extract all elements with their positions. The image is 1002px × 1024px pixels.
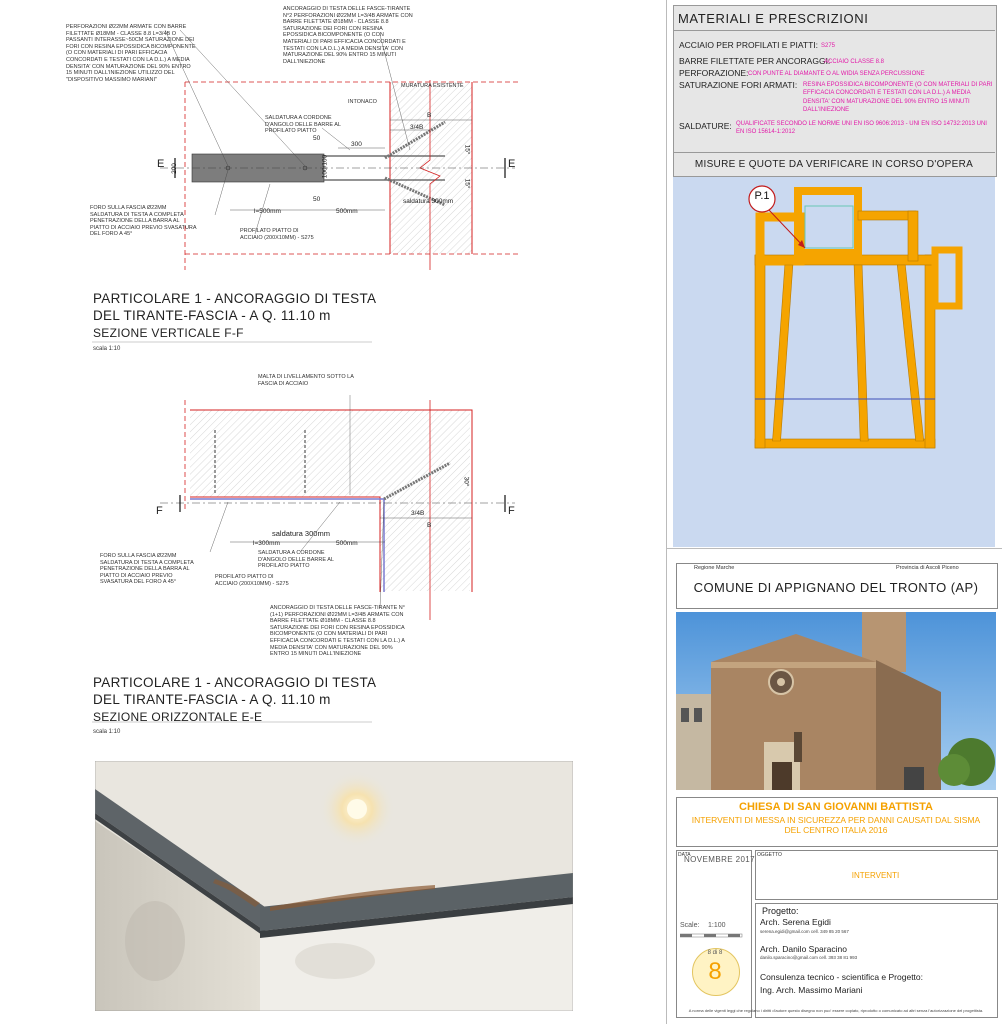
mat-value-0: S275 (821, 43, 836, 49)
section-e-left: E (157, 158, 165, 170)
scale-label-mid: scala 1:10 (93, 729, 121, 735)
dim-34b-mid: 3/4B (411, 510, 425, 517)
comune-title: COMUNE DI APPIGNANO DEL TRONTO (AP) (693, 580, 979, 595)
province-label: Provincia di Ascoli Piceno (896, 565, 959, 571)
oggetto-label: OGGETTO (757, 852, 782, 858)
mat-value-1: ACCIAIO CLASSE 8.8 (824, 59, 885, 65)
scale-label-tb: Scale: (680, 922, 700, 929)
materials-heading: MATERIALI E PRESCRIZIONI (678, 11, 869, 26)
oggetto-value: INTERVENTI (851, 871, 900, 880)
sheet-count: 8 di 8 (707, 950, 723, 956)
designer-2: Arch. Danilo Sparacino (760, 944, 847, 954)
dim-b-mid: B (427, 522, 432, 529)
region-label: Regione Marche (694, 565, 735, 571)
mat-value-4: QUALIFICATE SECONDO LE NORME UNI EN ISO 9606:2013 - UNI EN ISO 14732:2013 UNI EN ISO 15614-1:2012 (736, 121, 987, 136)
plan-marker-label: P.1 (754, 190, 770, 202)
scale-label: scala 1:10 (93, 346, 121, 352)
mat-label-3: SATURAZIONE FORI ARMATI: (679, 80, 798, 90)
mat-label-4: SALDATURE: (679, 121, 732, 131)
dim-500-mid: 500mm (336, 540, 358, 547)
section-f-left: F (156, 505, 163, 517)
progetto-label: Progetto: (762, 906, 799, 916)
verify-note: MISURE E QUOTE DA VERIFICARE IN CORSO D'OPERA (673, 152, 995, 176)
title-line-3: SEZIONE VERTICALE F-F (93, 326, 244, 340)
designer-1-contact: serena.egidi@gmail.com cell. 349 85 20 567 (760, 929, 849, 934)
dim-300: 300 (351, 141, 362, 148)
designer-2-contact: danilo.sparacino@gmail.com cell. 393 38 81 993 (760, 955, 858, 960)
designer-1: Arch. Serena Egidi (760, 917, 831, 927)
photo-interior (95, 761, 573, 1011)
dim-b: B (427, 112, 432, 119)
church-photo (676, 612, 996, 790)
label-saldatura-300-mid: saldatura 300mm (272, 529, 330, 538)
dim-30: 30° (462, 476, 470, 487)
note-perforazioni: PERFORAZIONI Ø22MM ARMATE CON BARRE FILETTATE Ø18MM - CLASSE 8.8 L=3/4B O PASSANTI INTERASSE~50CM SATURAZIONE DEI FORI CON RESINA EPOSSIDICA BICOMPONENTE (O CON MATERIALI DI PARI EFFICACIA CONCORDATI E TESTATI CON LA D.L.) A MEDIA DENSITA' CON MATURAZIONE DEL 90% ENTRO 15 MINUTI DALL'INIEZIONE UTILIZZO DEL "DISPOSITIVO MASSIMO MARIANI" (66, 24, 196, 83)
sheet-number: 8 (708, 958, 722, 985)
dim-15a: 15° (463, 144, 471, 155)
scale-bar (680, 932, 746, 942)
label-profilato-mid: PROFILATO PIATTO DI ACCIAIO (200X10MM) - S275 (215, 574, 289, 587)
dim-500: 500mm (336, 208, 358, 215)
mat-label-1: BARRE FILETTATE PER ANCORAGGI: (679, 56, 831, 66)
title-mid-3: SEZIONE ORIZZONTALE E-E (93, 710, 263, 724)
consulenza-label: Consulenza tecnico - scientifica e Progetto: (760, 972, 924, 982)
mat-label-0: ACCIAIO PER PROFILATI E PIATTI: (679, 40, 819, 50)
label-saldatura-300: saldatura 300mm (403, 198, 454, 205)
consultant-name: Ing. Arch. Massimo Mariani (760, 985, 863, 995)
scale-value-tb: 1:100 (708, 922, 726, 929)
note-ancoraggio: ANCORAGGIO DI TESTA DELLE FASCE-TIRANTE N°2 PERFORAZIONI Ø22MM L=3/4B ARMATE CON BARRE FILETTATE Ø18MM - CLASSE 8.8 SATURAZIONE DEI FORI CON RESINA EPOSSIDICA BICOMPONENTE (O CON MATERIALI DI PARI EFFICACIA CONCORDATI E TESTATI CON LA D.L.) A MEDIA DENSITA' CON MATURAZIONE DEL 90% ENTRO 15 MINUTI DALL'INIEZIONE (283, 6, 413, 65)
label-profilato: PROFILATO PIATTO DI ACCIAIO (200X10MM) - S275 (240, 228, 314, 241)
label-muratura: MURATURA ESISTENTE (401, 83, 464, 89)
horizontal-divider (666, 548, 1002, 549)
label-malta: MALTA DI LIVELLAMENTO SOTTO LA FASCIA DI ACCIAIO (258, 374, 354, 387)
date-label: DATA (678, 852, 691, 858)
title-mid-1: PARTICOLARE 1 - ANCORAGGIO DI TESTA (93, 675, 377, 690)
dim-34b: 3/4B (410, 124, 424, 131)
note-foro-mid: FORO SULLA FASCIA Ø22MM SALDATURA DI TESTA A COMPLETA PENETRAZIONE DELLA BARRA AL PIATTO DI ACCIAIO PREVIO SVASATURA DEL FORO A 45° (100, 553, 194, 586)
dim-100: 100/100 (321, 154, 329, 179)
dim-50a: 50 (313, 135, 321, 142)
note-ancoraggio-mid: ANCORAGGIO DI TESTA DELLE FASCE-TIRANTE N°(1+1) PERFORAZIONI Ø22MM L=3/4B ARMATE CON BARRE FILETTATE Ø18MM - CLASSE 8.8 SATURAZIONE DEI FORI CON RESINA EPOSSIDICA BICOMPONENTE (O CON MATERIALI DI PARI EFFICACIA CONCORDATI E TESTATI CON LA D.L.) A MEDIA DENSITA' CON MATURAZIONE DEL 90% ENTRO 15 MINUTI DALL'INIEZIONE (270, 605, 405, 658)
title-mid-2: DEL TIRANTE-FASCIA - A Q. 11.10 m (93, 692, 331, 707)
dim-50b: 50 (313, 196, 321, 203)
dim-200: 200 (170, 163, 178, 174)
church-title: CHIESA DI SAN GIOVANNI BATTISTA (739, 801, 933, 813)
label-saldatura-cordone-mid: SALDATURA A CORDONE D'ANGOLO DELLE BARRE AL PROFILATO PIATTO (258, 550, 334, 570)
church-plan (673, 177, 995, 547)
mat-value-2: CON PUNTE AL DIAMANTE O AL WIDIA SENZA PERCUSSIONE (748, 71, 925, 77)
mat-value-3: RESINA EPOSSIDICA BICOMPONENTE (O CON MATERIALI DI PARI EFFICACIA CONCORDATI E TESTATI CON LA D.L.) A MEDIA DENSITA' CON MATURAZIONE DEL 90% ENTRO 15 MINUTI DALL'INIEZIONE (803, 82, 993, 114)
date-value: NOVEMBRE 2017 (684, 855, 756, 864)
title-line-2: DEL TIRANTE-FASCIA - A Q. 11.10 m (93, 308, 331, 323)
note-foro: FORO SULLA FASCIA Ø22MM SALDATURA DI TESTA A COMPLETA PENETRAZIONE DELLA BARRA AL PIATTO DI ACCIAIO PREVIO SVASATURA DEL FORO A 45° (90, 205, 197, 238)
dim-15b: 15° (463, 178, 471, 189)
church-subtitle: INTERVENTI DI MESSA IN SICUREZZA PER DANNI CAUSATI DAL SISMA DEL CENTRO ITALIA 2016 (691, 815, 981, 835)
label-intonaco: INTONACO (348, 99, 377, 105)
copyright-footer: A norma delle vigenti leggi che regolano i diritti d'autore questo disegno non puo' essere copiato, riprodotto o comunicato ad altri senza l'autorizzazione del progettista. (688, 1008, 984, 1013)
dim-l300: l=300mm (253, 540, 280, 547)
mat-label-2: PERFORAZIONE: (679, 68, 749, 78)
section-e-right: E (508, 158, 516, 170)
vertical-divider (666, 0, 667, 1024)
dim-l500: l=500mm (254, 208, 281, 215)
label-saldatura-cordone: SALDATURA A CORDONE D'ANGOLO DELLE BARRE AL PROFILATO PIATTO (265, 115, 341, 135)
title-line-1: PARTICOLARE 1 - ANCORAGGIO DI TESTA (93, 291, 377, 306)
section-f-right: F (508, 505, 515, 517)
